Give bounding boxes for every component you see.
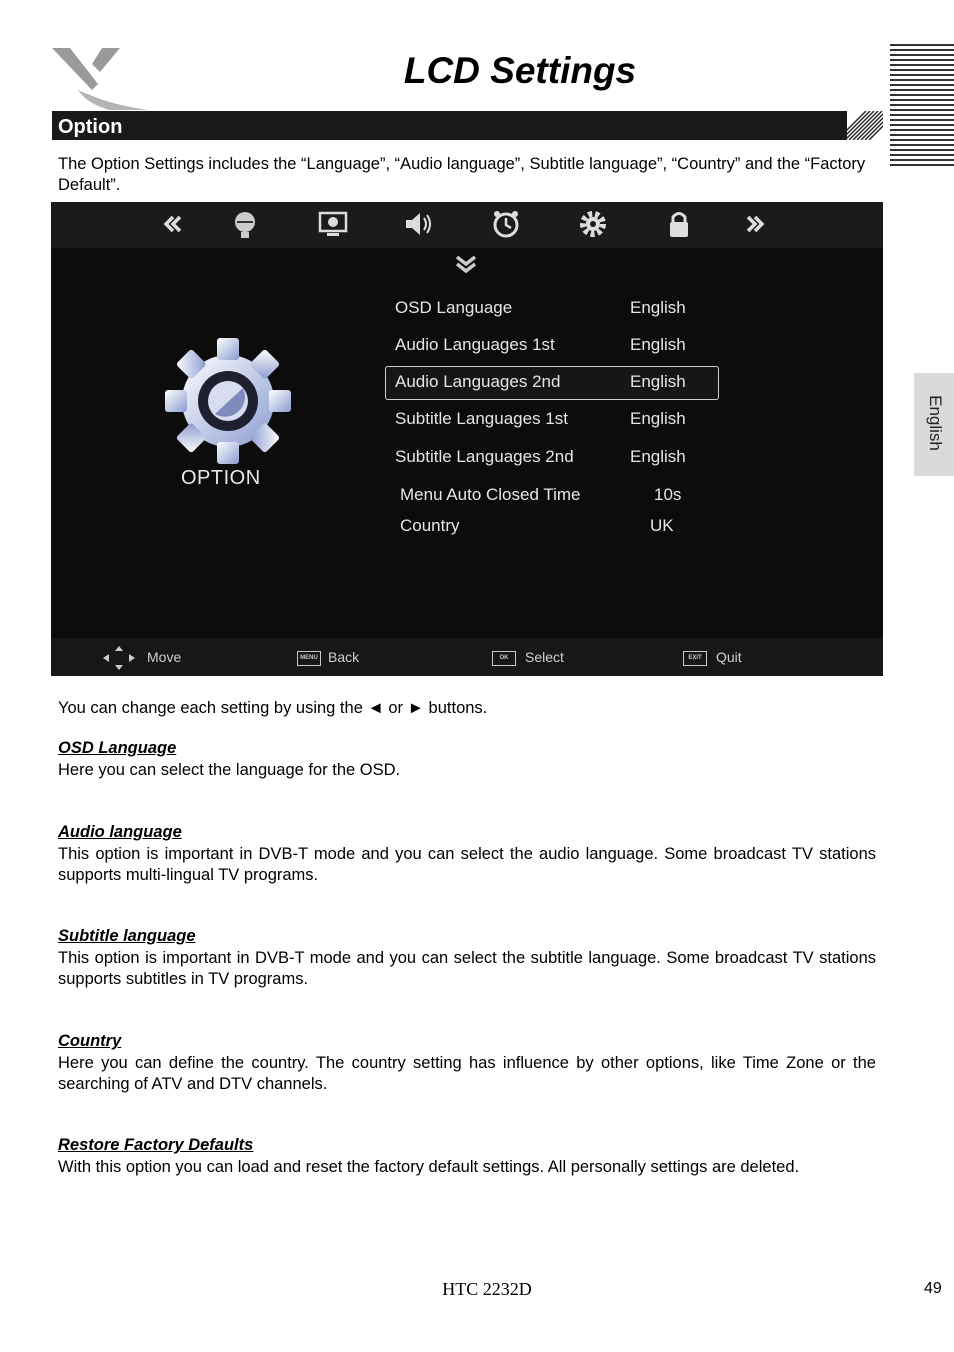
menu-row-label: Subtitle Languages 2nd [395,447,574,466]
menu-hint-bar [51,638,883,676]
hatch-decoration [845,111,883,140]
menu-row-value: English [630,372,686,391]
chevron-down-icon [454,254,478,274]
section-header [52,111,847,140]
text-restore-defaults: With this option you can load and reset the factory default settings. All personally settings are deleted. [58,1158,800,1176]
menu-row-value: English [630,335,686,354]
menu-key-icon: MENU [297,651,321,666]
hint-back-label: Back [328,649,360,665]
exit-key-icon: EXIT [683,651,707,666]
chevron-right-icon[interactable] [741,208,773,240]
menu-row-value: UK [650,516,674,535]
intro-text: The Option Settings includes the “Language”, “Audio language”, Subtitle language”, “Country” and the “Factory Default”. [58,155,866,194]
heading-osd-language: OSD Language [58,739,177,757]
language-side-tab [914,373,954,476]
menu-row-value: English [630,298,686,317]
footer-model: HTC 2232D [442,1279,532,1299]
text-osd-language: Here you can select the language for the OSD. [58,761,401,779]
gear-icon[interactable] [577,208,609,240]
heading-audio-language: Audio language [58,823,182,841]
hint-select-label: Select [525,649,564,665]
heading-subtitle-language: Subtitle language [58,927,196,945]
page-title: LCD Settings [403,50,637,91]
satellite-icon[interactable] [229,208,261,240]
menu-row-label: Subtitle Languages 1st [395,409,568,428]
menu-row-label: Menu Auto Closed Time [400,485,581,504]
page-number: 49 [924,1280,942,1297]
hint-quit-label: Quit [716,649,742,665]
picture-icon[interactable] [317,208,349,240]
menu-tab-bar [51,202,883,248]
text-country: Here you can define the country. The country setting has influence by other options, like Time Zone or the searching of ATV and DTV channels. [58,1054,876,1093]
chevron-left-icon[interactable] [155,208,187,240]
section-title: Option [58,116,123,138]
lock-icon[interactable] [663,208,695,240]
hint-move-label: Move [147,649,182,665]
move-arrows-icon [101,644,137,672]
side-tab-label: English [926,395,945,451]
clock-icon[interactable] [490,208,522,240]
text-audio-language: This option is important in DVB-T mode and you can select the audio language. Some broadcast TV stations supports multi-lingual TV programs. [58,845,876,884]
change-note: You can change each setting by using the ◄ or ► buttons. [58,699,488,717]
menu-row-value: English [630,447,686,466]
menu-row-label: Audio Languages 1st [395,335,555,354]
menu-row-label: OSD Language [395,298,513,317]
heading-restore-defaults: Restore Factory Defaults [58,1136,254,1154]
ok-key-icon: OK [492,651,516,666]
option-gear-icon [163,336,293,466]
option-panel-label: OPTION [181,467,261,489]
menu-row-label: Country [400,516,460,535]
decorative-stripes [890,44,954,172]
sound-icon[interactable] [403,208,435,240]
text-subtitle-language: This option is important in DVB-T mode and you can select the subtitle language. Some broadcast TV stations supports subtitles in TV programs. [58,949,876,988]
menu-row-value: 10s [654,485,682,504]
heading-country: Country [58,1032,122,1050]
menu-row-value: English [630,409,686,428]
tv-menu-screenshot [51,202,883,676]
menu-row-label: Audio Languages 2nd [395,372,561,391]
